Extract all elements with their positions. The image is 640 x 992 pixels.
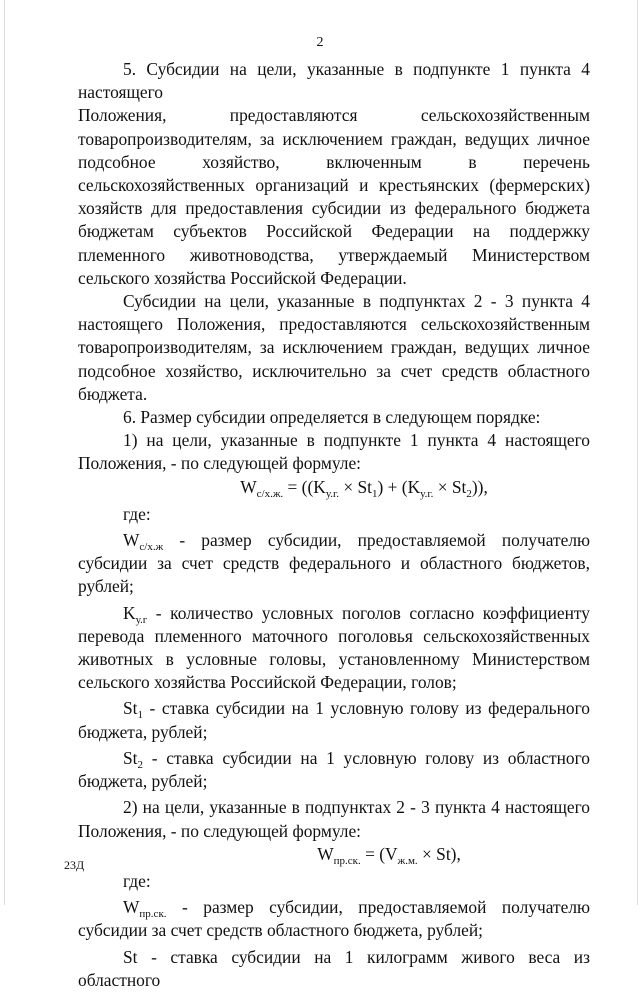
definition-st2: $St_2$ - ставка субсидии на 1 условную голову из областного бюджета, рублей; — [78, 747, 590, 792]
p5-word-selsk: сельскохозяйственным — [420, 105, 590, 126]
paragraph-6: 6. Размер субсидии определяется в следующем порядке: — [123, 407, 541, 428]
definition-k: $K_{у.г}$ - количество условных поголов согласно коэффициенту перевода племенного маточного поголовья сельскохозяйственных животных в условные головы, установленному Министерством сельского хозяйства Российской Федерации, голов; — [78, 602, 590, 693]
paragraph-5-line-1: 5. Субсидии на цели, указанные в подпункте 1 пункта 4 настоящего — [78, 59, 590, 103]
where-label-1: где: — [123, 503, 151, 524]
body-text — [78, 58, 590, 992]
formula-2: $W_{пр.ск.} = (V_{ж.м.} \times St)$, — [317, 843, 461, 867]
scan-edge-left — [4, 0, 5, 905]
p5-word-predostavl: предоставляются — [229, 105, 358, 126]
page-number: 2 — [316, 35, 324, 50]
p5-word-polozheniya: Положения, — [78, 105, 167, 126]
paragraph-6-1: 1) на цели, указанные в подпункте 1 пункта 4 настоящего Положения, - по следующей формуле: — [78, 430, 590, 474]
definition-w: $W_{с/х.ж}$ - размер субсидии, предоставляемой получателю субсидии за счет средств федерального и областного бюджетов, рублей; — [78, 530, 590, 597]
definition-st: St - ставка субсидии на 1 килограмм живого веса из областного — [78, 946, 590, 990]
definition-w2: $W_{пр.ск.}$ - размер субсидии, предоставляемой получателю субсидии за счет средств областного бюджета, рублей; — [78, 897, 590, 941]
definition-st1: $St_1$ - ставка субсидии на 1 условную голову из федерального бюджета, рублей; — [78, 698, 590, 742]
scan-edge-right — [637, 0, 638, 905]
paragraph-5b: Субсидии на цели, указанные в подпунктах 2 - 3 пункта 4 настоящего Положения, предоставляются сельскохозяйственным товаропроизводителям, за исключением граждан, ведущих личное подсобное хозяйство, исключительно за счет средств областного бюджета. — [78, 291, 590, 404]
where-label-2: где: — [123, 870, 151, 891]
footer-code: 23Д — [64, 858, 85, 872]
paragraph-5-line-2 — [78, 104, 590, 127]
formula-1: $W_{с/х.ж.} = ((K_{у.г.} \times St_1) + (K_{у.г.} \times St_2))$, — [240, 476, 488, 500]
paragraph-6-2: 2) на цели, указанные в подпунктах 2 - 3 пункта 4 настоящего Положения, - по следующей формуле: — [78, 797, 590, 841]
paragraph-5-rest: товаропроизводителям, за исключением граждан, ведущих личное подсобное хозяйство, включенным в перечень сельскохозяйственных организаций и крестьянских (фермерских) хозяйств для предоставления субсидии из федерального бюджета бюджетам субъектов Российской Федерации на поддержку племенного животноводства, утверждаемый Министерством сельского хозяйства Российской Федерации. — [78, 128, 590, 288]
